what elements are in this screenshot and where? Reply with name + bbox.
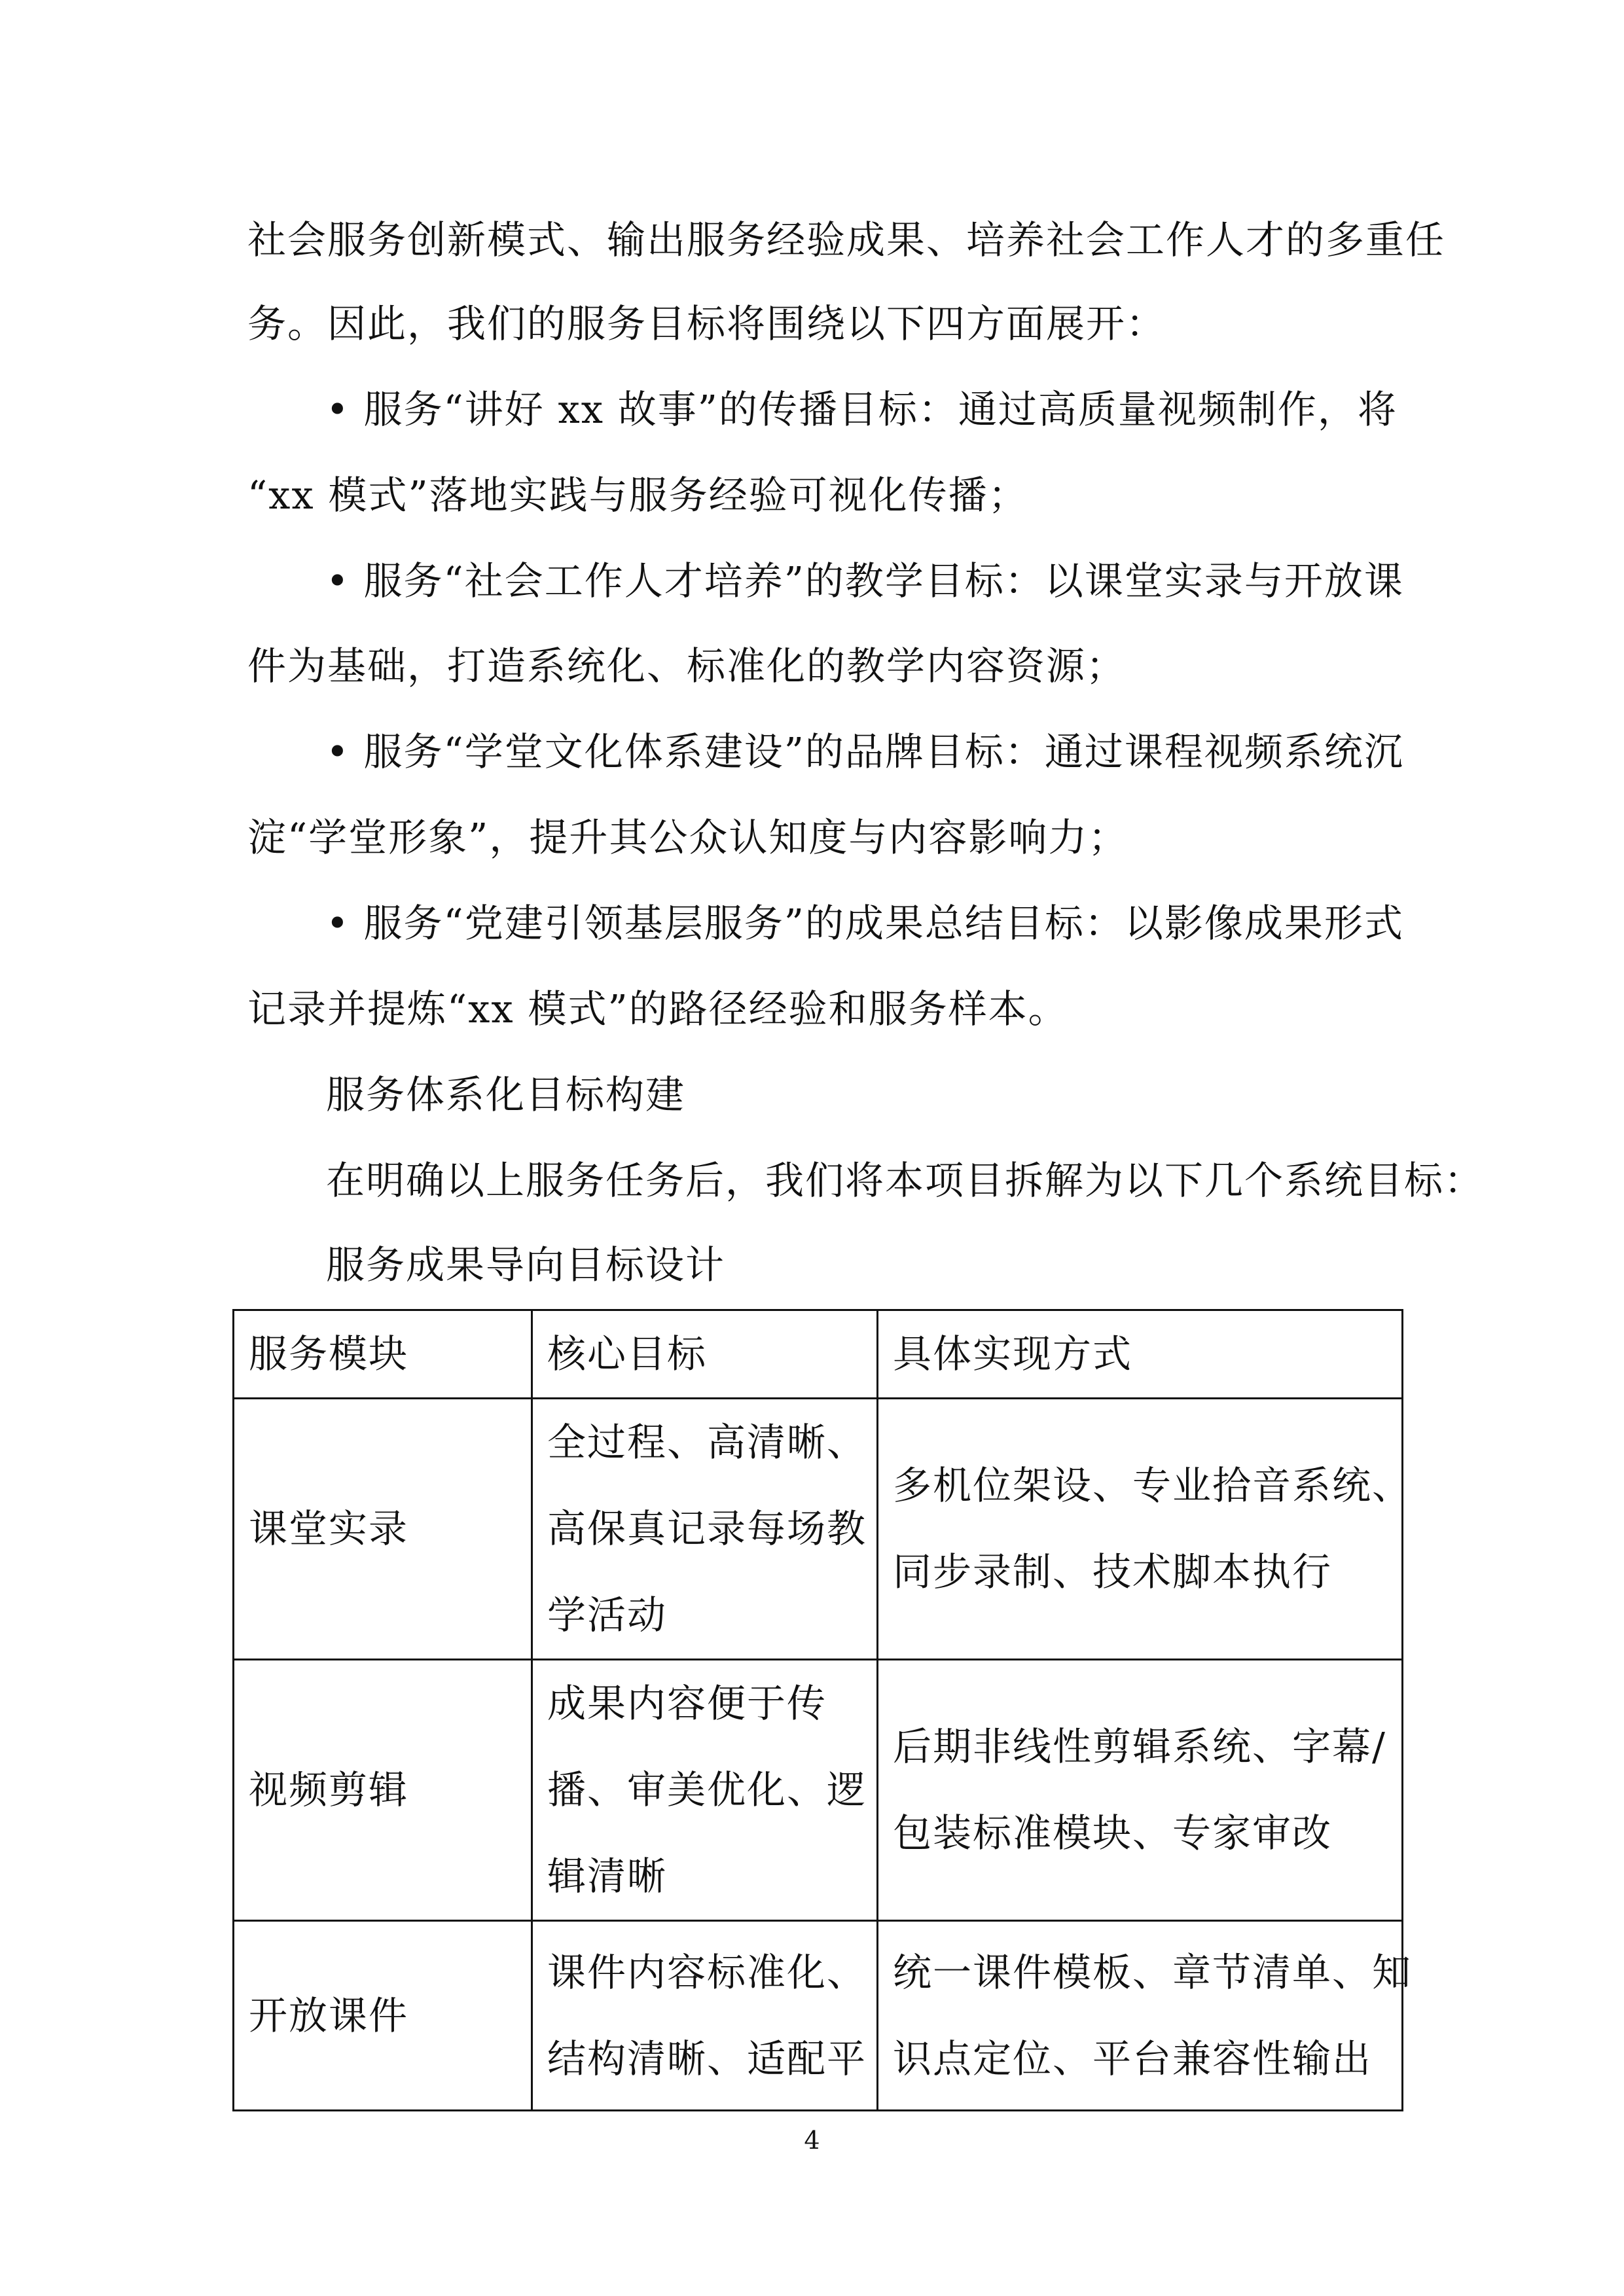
cell-text-line: 播、审美优化、逻	[547, 1767, 867, 1812]
table-cell-method	[878, 1399, 1413, 1660]
paragraph-line: 务。因此，我们的服务目标将围绕以下四方面展开：	[247, 301, 1166, 346]
table-cell-module: 课堂实录	[234, 1399, 532, 1660]
table-cell-method	[878, 1921, 1413, 2111]
table-cell-goal	[532, 1399, 878, 1660]
section-heading: 服务体系化目标构建	[326, 1072, 686, 1117]
cell-text-line: 统一课件模板、章节清单、知	[893, 1949, 1413, 1995]
bullet-item: • 服务“党建引领基层服务”的成果总结目标：以影像成果形式	[326, 901, 1404, 946]
table-header-row	[234, 1310, 1403, 1399]
bullet-item: • 服务“讲好 xx 故事”的传播目标：通过高质量视频制作，将	[326, 387, 1398, 432]
table-cell-module: 开放课件	[234, 1921, 532, 2111]
cell-text-line: 结构清晰、适配平	[547, 2036, 867, 2081]
cell-text-line: 后期非线性剪辑系统、字幕/	[893, 1724, 1386, 1769]
cell-text-line: 同步录制、技术脚本执行	[893, 1549, 1333, 1594]
cell-text-line: 全过程、高清晰、	[547, 1420, 867, 1465]
bullet-item-continuation: 件为基础，打造系统化、标准化的教学内容资源；	[247, 643, 1127, 689]
bullet-item: • 服务“学堂文化体系建设”的品牌目标：通过课程视频系统沉	[326, 729, 1404, 774]
bullet-item-continuation: 记录并提炼“xx 模式”的路径经验和服务样本。	[247, 986, 1068, 1031]
cell-text-line: 高保真记录每场教	[547, 1506, 867, 1551]
page-number: 4	[804, 2126, 820, 2155]
bullet-item-continuation: “xx 模式”落地实践与服务经验可视化传播；	[247, 473, 1028, 518]
bullet-item: • 服务“社会工作人才培养”的教学目标：以课堂实录与开放课	[326, 558, 1404, 603]
goals-table	[232, 1309, 1413, 2111]
table-cell-goal	[532, 1921, 878, 2111]
paragraph-line: 在明确以上服务任务后，我们将本项目拆解为以下几个系统目标：	[326, 1158, 1485, 1203]
table-row	[234, 1921, 1403, 2111]
subsection-heading: 服务成果导向目标设计	[326, 1242, 726, 1287]
cell-text-line: 辑清晰	[547, 1854, 668, 1899]
cell-text-line: 课件内容标准化、	[547, 1949, 867, 1995]
table-header-cell: 服务模块	[234, 1310, 532, 1399]
paragraph-line: 社会服务创新模式、输出服务经验成果、培养社会工作人才的多重任	[247, 217, 1446, 262]
cell-text-line: 识点定位、平台兼容性输出	[893, 2036, 1373, 2081]
table-header-cell: 具体实现方式	[878, 1310, 1403, 1399]
table-cell-method	[878, 1660, 1403, 1921]
table-row	[234, 1660, 1403, 1921]
table-header-cell: 核心目标	[532, 1310, 878, 1399]
cell-text-line: 包装标准模块、专家审改	[893, 1810, 1333, 1856]
cell-text-line: 多机位架设、专业拾音系统、	[893, 1463, 1413, 1508]
table-cell-module: 视频剪辑	[234, 1660, 532, 1921]
cell-text-line: 成果内容便于传	[547, 1681, 827, 1726]
table-cell-goal	[532, 1660, 878, 1921]
bullet-item-continuation: 淀“学堂形象”，提升其公众认知度与内容影响力；	[247, 815, 1128, 860]
table-row	[234, 1399, 1403, 1660]
cell-text-line: 学活动	[547, 1592, 668, 1638]
